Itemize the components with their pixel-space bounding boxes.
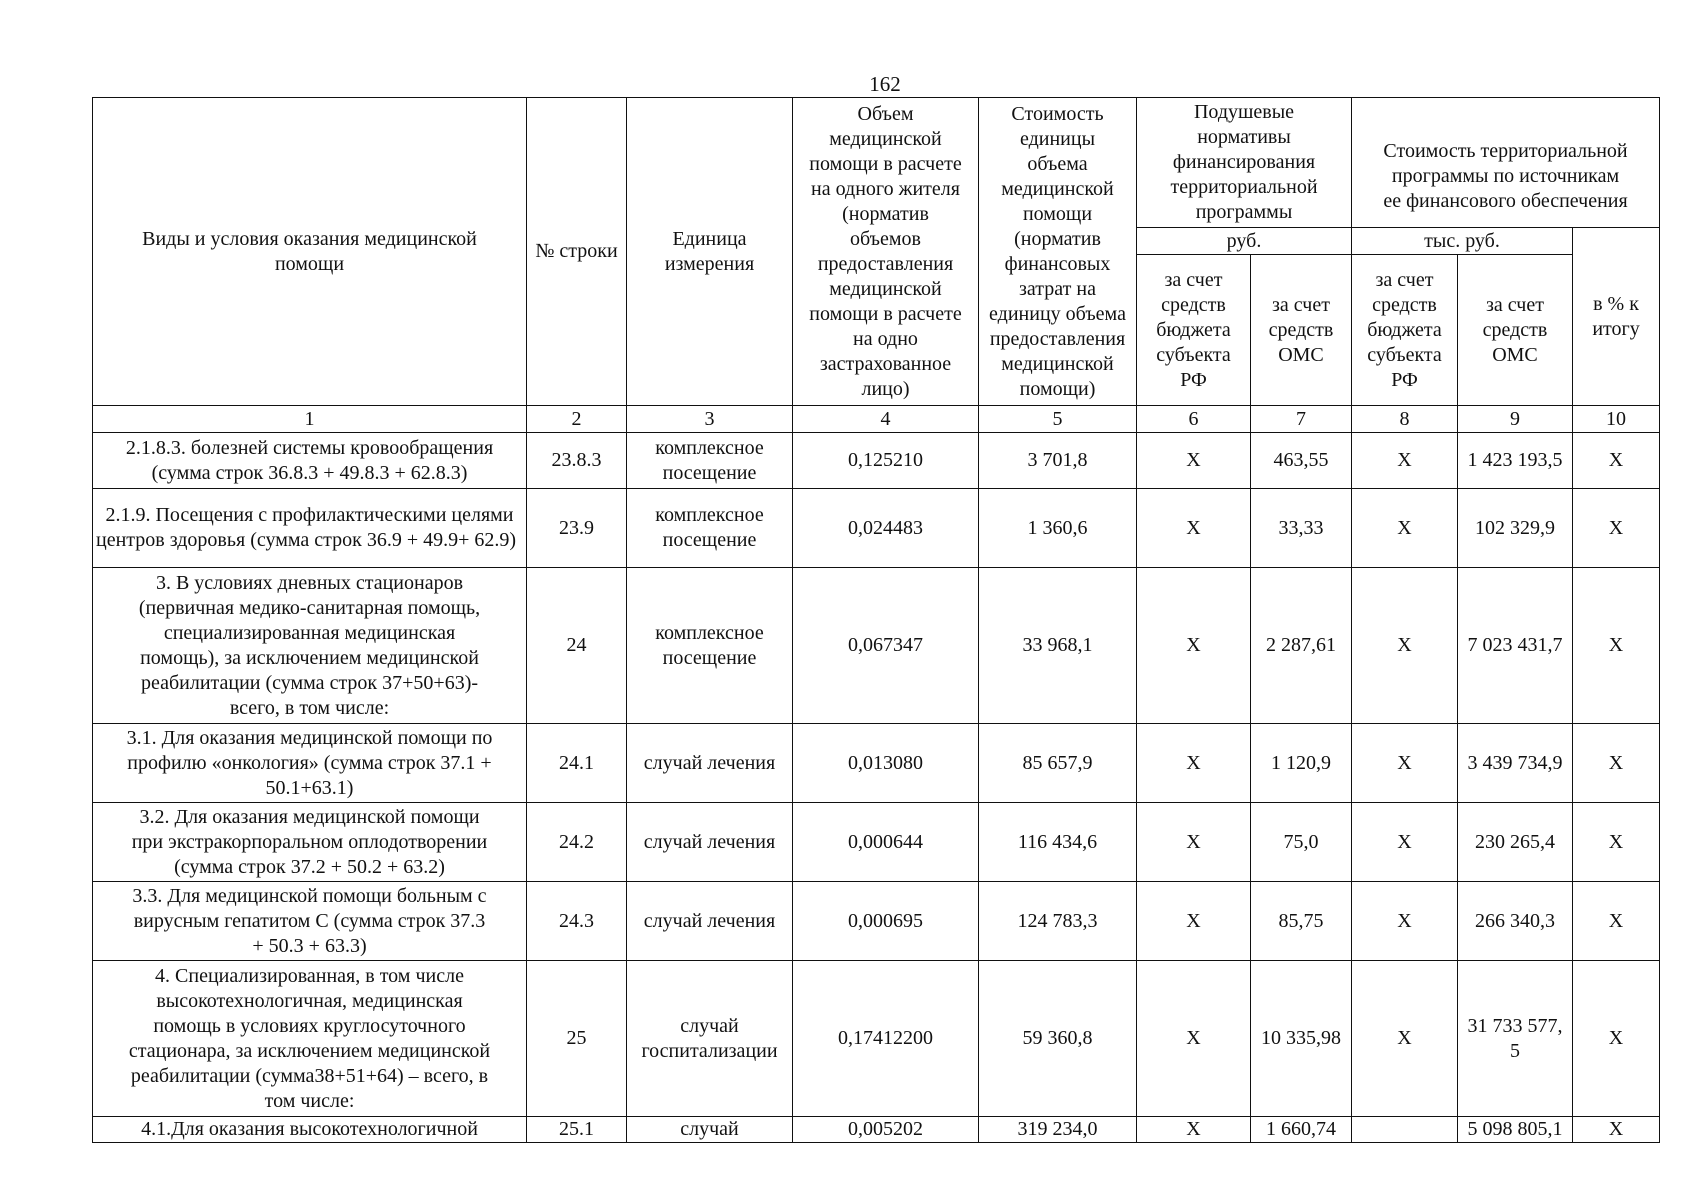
row-unit: комплексное посещение [627, 568, 793, 724]
row-oms-rub: 2 287,61 [1251, 568, 1352, 724]
row-unit: комплексное посещение [627, 433, 793, 489]
row-budget-thousand: Х [1352, 803, 1458, 882]
financing-table [92, 97, 1660, 1143]
row-percent: Х [1573, 961, 1660, 1117]
row-cost: 1 360,6 [979, 489, 1137, 568]
row-oms-thousand: 266 340,3 [1458, 882, 1573, 961]
row-oms-rub: 463,55 [1251, 433, 1352, 489]
row-volume: 0,024483 [793, 489, 979, 568]
row-budget-rub: Х [1137, 433, 1251, 489]
row-unit: случай госпитализации [627, 961, 793, 1117]
row-number: 23.9 [527, 489, 627, 568]
row-oms-rub: 10 335,98 [1251, 961, 1352, 1117]
column-number: 3 [627, 406, 793, 433]
header-oms-rub: за счет средств ОМС [1251, 255, 1352, 406]
row-cost: 85 657,9 [979, 724, 1137, 803]
row-budget-thousand: Х [1352, 724, 1458, 803]
row-oms-thousand: 3 439 734,9 [1458, 724, 1573, 803]
column-number: 6 [1137, 406, 1251, 433]
table-row [93, 1117, 1660, 1143]
row-unit: случай лечения [627, 803, 793, 882]
table-row [93, 961, 1660, 1117]
table-row [93, 803, 1660, 882]
column-number: 10 [1573, 406, 1660, 433]
header-unit-cost: Стоимость единицы объема медицинской помощи (норматив финансовых затрат на единицу объема предоставления медицинской помощи) [979, 98, 1137, 406]
header-territorial-cost-group: Стоимость территориальной программы по источникам ее финансового обеспечения [1352, 98, 1660, 228]
row-oms-rub: 1 120,9 [1251, 724, 1352, 803]
header-unit-thousand-rub: тыс. руб. [1352, 228, 1573, 255]
row-volume: 0,000695 [793, 882, 979, 961]
row-percent: Х [1573, 882, 1660, 961]
row-volume: 0,17412200 [793, 961, 979, 1117]
row-budget-thousand [1352, 1117, 1458, 1143]
row-budget-thousand: Х [1352, 961, 1458, 1117]
row-volume: 0,000644 [793, 803, 979, 882]
row-oms-rub: 33,33 [1251, 489, 1352, 568]
row-oms-thousand: 5 098 805,1 [1458, 1117, 1573, 1143]
row-number: 23.8.3 [527, 433, 627, 489]
header-type-conditions: Виды и условия оказания медицинской помощи [93, 98, 527, 406]
row-percent: Х [1573, 568, 1660, 724]
row-name: 3.2. Для оказания медицинской помощи при экстракорпоральном оплодотворении (сумма строк 37.2 + 50.2 + 63.2) [93, 803, 527, 882]
row-unit: случай [627, 1117, 793, 1143]
column-number: 7 [1251, 406, 1352, 433]
row-budget-rub: Х [1137, 961, 1251, 1117]
row-oms-thousand: 102 329,9 [1458, 489, 1573, 568]
column-number: 8 [1352, 406, 1458, 433]
column-number: 9 [1458, 406, 1573, 433]
row-budget-thousand: Х [1352, 568, 1458, 724]
page-number: 162 [869, 72, 901, 96]
row-name: 2.1.8.3. болезней системы кровообращения (сумма строк 36.8.3 + 49.8.3 + 62.8.3) [93, 433, 527, 489]
row-cost: 124 783,3 [979, 882, 1137, 961]
row-percent: Х [1573, 433, 1660, 489]
row-name: 4. Специализированная, в том числе высокотехнологичная, медицинская помощь в условиях круглосуточного стационара, за исключением медицинской реабилитации (сумма38+51+64) – всего, в том числе: [93, 961, 527, 1117]
row-number: 25 [527, 961, 627, 1117]
row-budget-rub: Х [1137, 803, 1251, 882]
row-unit: комплексное посещение [627, 489, 793, 568]
table-row [93, 433, 1660, 489]
row-budget-thousand: Х [1352, 882, 1458, 961]
row-cost: 59 360,8 [979, 961, 1137, 1117]
row-volume: 0,013080 [793, 724, 979, 803]
row-cost: 33 968,1 [979, 568, 1137, 724]
row-cost: 116 434,6 [979, 803, 1137, 882]
table-row [93, 568, 1660, 724]
row-percent: Х [1573, 724, 1660, 803]
column-number: 2 [527, 406, 627, 433]
row-cost: 3 701,8 [979, 433, 1137, 489]
header-budget-thousand: за счет средств бюджета субъекта РФ [1352, 255, 1458, 406]
row-percent: Х [1573, 489, 1660, 568]
row-volume: 0,125210 [793, 433, 979, 489]
header-unit-rub: руб. [1137, 228, 1352, 255]
column-number: 1 [93, 406, 527, 433]
row-oms-thousand: 1 423 193,5 [1458, 433, 1573, 489]
row-budget-thousand: Х [1352, 489, 1458, 568]
header-budget-rub: за счет средств бюджета субъекта РФ [1137, 255, 1251, 406]
row-oms-rub: 1 660,74 [1251, 1117, 1352, 1143]
row-cost: 319 234,0 [979, 1117, 1137, 1143]
row-volume: 0,005202 [793, 1117, 979, 1143]
row-budget-rub: Х [1137, 489, 1251, 568]
row-oms-thousand: 230 265,4 [1458, 803, 1573, 882]
row-number: 24 [527, 568, 627, 724]
header-row-number: № строки [527, 98, 627, 406]
column-number-row [93, 406, 1660, 433]
row-name: 3.1. Для оказания медицинской помощи по профилю «онкология» (сумма строк 37.1 + 50.1+63.1) [93, 724, 527, 803]
row-percent: Х [1573, 803, 1660, 882]
row-percent: Х [1573, 1117, 1660, 1143]
row-number: 24.3 [527, 882, 627, 961]
row-oms-thousand: 7 023 431,7 [1458, 568, 1573, 724]
table-row [93, 724, 1660, 803]
row-number: 25.1 [527, 1117, 627, 1143]
table-row [93, 882, 1660, 961]
header-oms-thousand: за счет средств ОМС [1458, 255, 1573, 406]
header-unit: Единица измерения [627, 98, 793, 406]
row-number: 24.2 [527, 803, 627, 882]
header-per-capita-group: Подушевые нормативы финансирования территориальной программы [1137, 98, 1352, 228]
row-budget-rub: Х [1137, 1117, 1251, 1143]
row-name: 3.3. Для медицинской помощи больным с вирусным гепатитом С (сумма строк 37.3 + 50.3 + 63.3) [93, 882, 527, 961]
row-oms-rub: 75,0 [1251, 803, 1352, 882]
row-name: 2.1.9. Посещения с профилактическими целями центров здоровья (сумма строк 36.9 + 49.9+ 62.9) [93, 489, 527, 568]
row-budget-rub: Х [1137, 724, 1251, 803]
row-volume: 0,067347 [793, 568, 979, 724]
row-name: 3. В условиях дневных стационаров (первичная медико-санитарная помощь, специализированная медицинская помощь), за исключением медицинской реабилитации (сумма строк 37+50+63)- всего, в том числе: [93, 568, 527, 724]
row-unit: случай лечения [627, 882, 793, 961]
column-number: 4 [793, 406, 979, 433]
row-oms-rub: 85,75 [1251, 882, 1352, 961]
row-oms-thousand: 31 733 577, 5 [1458, 961, 1573, 1117]
row-budget-rub: Х [1137, 882, 1251, 961]
row-budget-thousand: Х [1352, 433, 1458, 489]
row-name: 4.1.Для оказания высокотехнологичной [93, 1117, 527, 1143]
header-volume-norm: Объем медицинской помощи в расчете на одного жителя (норматив объемов предоставления медицинской помощи в расчете на одно застрахованное лицо) [793, 98, 979, 406]
row-unit: случай лечения [627, 724, 793, 803]
row-budget-rub: Х [1137, 568, 1251, 724]
table-row [93, 489, 1660, 568]
row-number: 24.1 [527, 724, 627, 803]
column-number: 5 [979, 406, 1137, 433]
header-percent-of-total: в % к итогу [1573, 228, 1660, 406]
